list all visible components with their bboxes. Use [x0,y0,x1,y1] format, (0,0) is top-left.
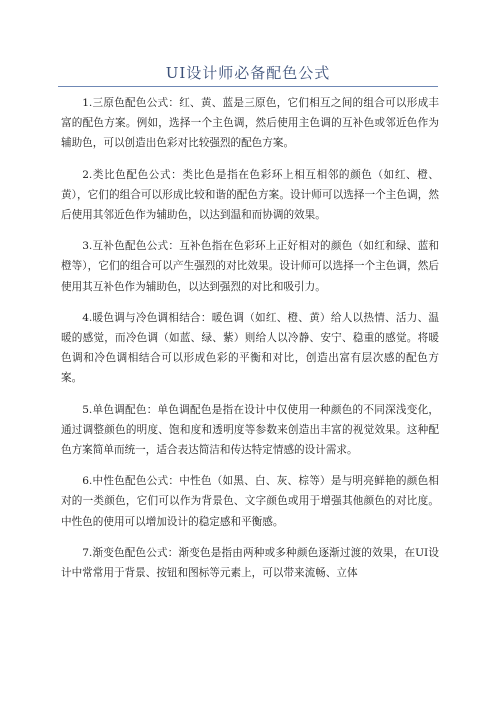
paragraph-7: 7.渐变色配色公式：渐变色是指由两种或多种颜色逐渐过渡的效果，在UI设计中常常用于背景、按钮和图标等元素上，可以带来流畅、立体 [61,546,439,580]
document-body [61,93,439,583]
title-underline [58,86,438,87]
paragraph-6: 6.中性色配色公式：中性色（如黑、白、灰、棕等）是与明亮鲜艳的颜色相对的一类颜色，它们可以作为背景色、文字颜色或用于增强其他颜色的对比度。中性色的使用可以增加设计的稳定感和平衡感。 [61,475,439,528]
paragraph-1: 1.三原色配色公式：红、黄、蓝是三原色，它们相互之间的组合可以形成丰富的配色方案。例如，选择一个主色调，然后使用主色调的互补色或邻近色作为辅助色，可以创造出色彩对比较强烈的配色方案。 [61,97,439,150]
document-title: UI设计师必备配色公式 [165,64,331,82]
paragraph-3: 3.互补色配色公式：互补色指在色彩环上正好相对的颜色（如红和绿、蓝和橙等），它们的组合可以产生强烈的对比效果。设计师可以选择一个主色调，然后使用其互补色作为辅助色，以达到强烈的对比和吸引力。 [61,240,439,293]
paragraph-5: 5.单色调配色：单色调配色是指在设计中仅使用一种颜色的不同深浅变化，通过调整颜色的明度、饱和度和透明度等参数来创造出丰富的视觉效果。这种配色方案简单而统一，适合表达简洁和传达特定情感的设计需求。 [61,403,439,457]
paragraph-4: 4.暖色调与冷色调相结合：暖色调（如红、橙、黄）给人以热情、活力、温暖的感觉，而冷色调（如蓝、绿、紫）则给人以冷静、安宁、稳重的感觉。将暖色调和冷色调相结合可以形成色彩的平衡和对比，创造出富有层次感的配色方案。 [61,311,439,385]
paragraph-2: 2.类比色配色公式：类比色是指在色彩环上相互相邻的颜色（如红、橙、黄），它们的组合可以形成比较和谐的配色方案。设计师可以选择一个主色调，然后使用其邻近色作为辅助色，以达到温和而协调的效果。 [61,168,439,222]
